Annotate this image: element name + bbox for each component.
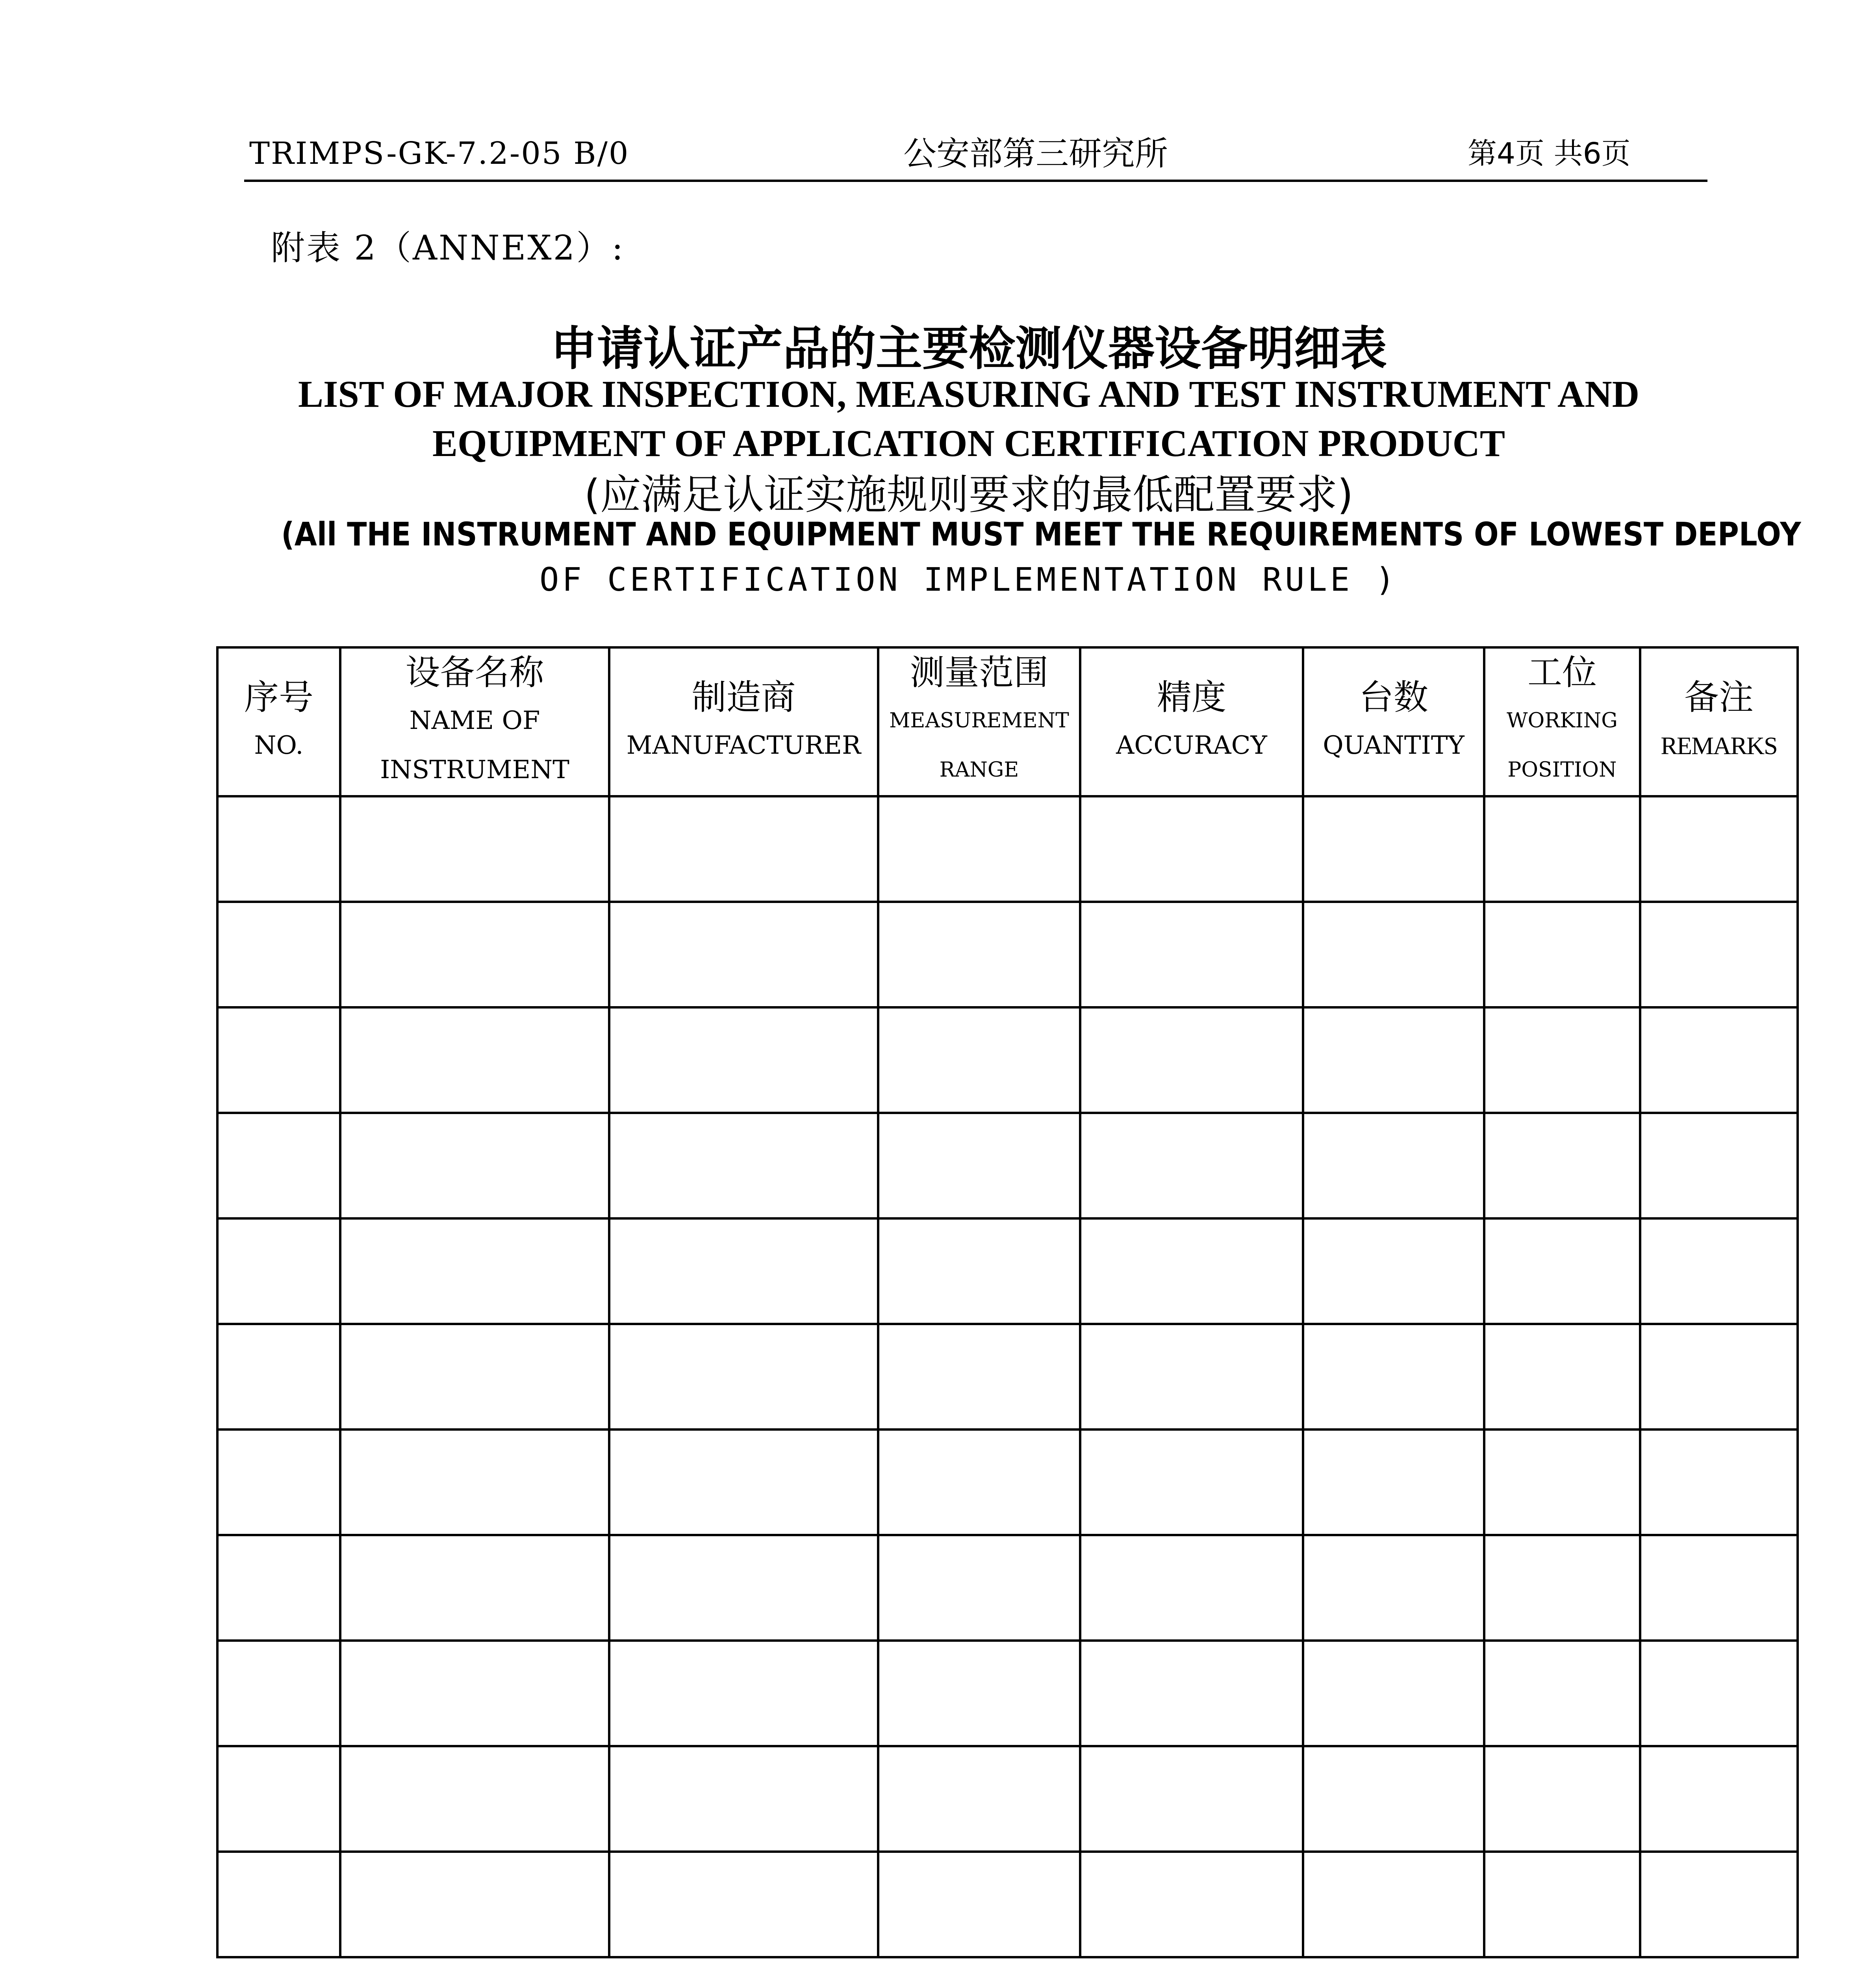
- table-cell[interactable]: [609, 1641, 878, 1746]
- table-cell[interactable]: [1484, 1429, 1640, 1535]
- table-cell[interactable]: [340, 1852, 609, 1957]
- table-cell[interactable]: [217, 796, 340, 902]
- annex-label: 附表 2（ANNEX2）:: [271, 228, 625, 268]
- table-cell[interactable]: [217, 1852, 340, 1957]
- table-cell[interactable]: [609, 1852, 878, 1957]
- table-cell[interactable]: [878, 1429, 1080, 1535]
- column-header-label-en: WORKING POSITION: [1507, 709, 1618, 782]
- table-row: [217, 1007, 1798, 1113]
- table-cell[interactable]: [609, 1429, 878, 1535]
- table-cell[interactable]: [1080, 1324, 1303, 1429]
- table-cell[interactable]: [340, 1113, 609, 1218]
- column-header-no: [217, 647, 340, 796]
- table-cell[interactable]: [1303, 1746, 1484, 1852]
- table-cell[interactable]: [217, 1535, 340, 1641]
- table-cell[interactable]: [609, 1324, 878, 1429]
- column-header-label-en: MANUFACTURER: [626, 730, 861, 760]
- table-cell[interactable]: [1484, 1746, 1640, 1852]
- header-divider: [244, 180, 1707, 182]
- table-row: [217, 902, 1798, 1007]
- table-row: [217, 1113, 1798, 1218]
- table-cell[interactable]: [1640, 1218, 1798, 1324]
- table-cell[interactable]: [609, 1113, 878, 1218]
- table-cell[interactable]: [609, 902, 878, 1007]
- table-cell[interactable]: [1640, 1535, 1798, 1641]
- table-cell[interactable]: [1303, 1007, 1484, 1113]
- table-cell[interactable]: [878, 1113, 1080, 1218]
- table-cell[interactable]: [1484, 902, 1640, 1007]
- table-body: [217, 796, 1798, 1957]
- table-cell[interactable]: [1080, 1852, 1303, 1957]
- table-row: [217, 1746, 1798, 1852]
- subtitle-english-line-2: OF CERTIFICATION IMPLEMENTATION RULE ): [539, 561, 1398, 599]
- table-cell[interactable]: [217, 1324, 340, 1429]
- table-cell[interactable]: [340, 1007, 609, 1113]
- column-header-label-cn: 台数: [1359, 677, 1428, 718]
- column-header-quantity: [1303, 647, 1484, 796]
- table-cell[interactable]: [1640, 1852, 1798, 1957]
- table-cell[interactable]: [1484, 796, 1640, 902]
- table-cell[interactable]: [217, 1218, 340, 1324]
- table-cell[interactable]: [1303, 796, 1484, 902]
- table-cell[interactable]: [1080, 1746, 1303, 1852]
- table-cell[interactable]: [878, 1324, 1080, 1429]
- table-cell[interactable]: [878, 1535, 1080, 1641]
- title-chinese: 申请认证产品的主要检测仪器设备明细表: [550, 321, 1387, 376]
- table-cell[interactable]: [1080, 1641, 1303, 1746]
- column-header-label-en: NAME OF INSTRUMENT: [380, 706, 569, 784]
- table-cell[interactable]: [217, 1113, 340, 1218]
- table-cell[interactable]: [878, 796, 1080, 902]
- subtitle-english-line-1: (All THE INSTRUMENT AND EQUIPMENT MUST MEET THE REQUIREMENTS OF LOWEST DEPLOY: [281, 516, 1801, 553]
- doc-code: TRIMPS-GK-7.2-05 B/0: [249, 136, 630, 171]
- table-row: [217, 1535, 1798, 1641]
- table-cell[interactable]: [878, 1007, 1080, 1113]
- column-header-label-cn: 备注: [1684, 677, 1754, 718]
- table-cell[interactable]: [1484, 1007, 1640, 1113]
- table-cell[interactable]: [1640, 1746, 1798, 1852]
- table-cell[interactable]: [1303, 1852, 1484, 1957]
- table-cell[interactable]: [1640, 1007, 1798, 1113]
- table-cell[interactable]: [217, 1746, 340, 1852]
- table-cell[interactable]: [1080, 1007, 1303, 1113]
- column-header-instrument-name: [340, 647, 609, 796]
- table-cell[interactable]: [878, 1852, 1080, 1957]
- column-header-working-position: [1484, 647, 1640, 796]
- table-cell[interactable]: [1640, 1113, 1798, 1218]
- title-english-line-2: EQUIPMENT OF APPLICATION CERTIFICATION PRODUCT: [432, 422, 1505, 464]
- table-cell[interactable]: [1080, 1218, 1303, 1324]
- page-number: 第4页 共6页: [1468, 137, 1631, 171]
- table-cell[interactable]: [340, 1746, 609, 1852]
- table-cell[interactable]: [1640, 1324, 1798, 1429]
- table-cell[interactable]: [1303, 1535, 1484, 1641]
- column-header-label-en: ACCURACY: [1116, 730, 1267, 760]
- table-row: [217, 1852, 1798, 1957]
- table-cell[interactable]: [1303, 1641, 1484, 1746]
- column-header-label-en: MEASUREMENT RANGE: [889, 709, 1069, 782]
- column-header-label-cn: 制造商: [691, 677, 796, 718]
- table-cell[interactable]: [340, 1641, 609, 1746]
- table-cell[interactable]: [340, 902, 609, 1007]
- subtitle-chinese: (应满足认证实施规则要求的最低配置要求): [584, 471, 1353, 519]
- column-header-remarks: [1640, 647, 1798, 796]
- column-header-label-cn: 精度: [1157, 677, 1226, 718]
- table-cell[interactable]: [340, 1218, 609, 1324]
- table-cell[interactable]: [878, 1218, 1080, 1324]
- column-header-manufacturer: [609, 647, 878, 796]
- table-cell[interactable]: [1080, 796, 1303, 902]
- table-cell[interactable]: [1484, 1218, 1640, 1324]
- table-cell[interactable]: [1640, 796, 1798, 902]
- table-cell[interactable]: [1303, 1429, 1484, 1535]
- column-header-label-cn: 序号: [244, 677, 313, 718]
- table-cell[interactable]: [609, 1218, 878, 1324]
- table-cell[interactable]: [1640, 1429, 1798, 1535]
- column-header-label-en: QUANTITY: [1323, 730, 1464, 760]
- table-cell[interactable]: [217, 1007, 340, 1113]
- equipment-table: [216, 646, 1799, 1958]
- table-cell[interactable]: [1080, 1429, 1303, 1535]
- table-header-row: [217, 647, 1798, 796]
- column-header-label-en: NO.: [254, 730, 304, 760]
- column-header-accuracy: [1080, 647, 1303, 796]
- table-cell[interactable]: [1303, 902, 1484, 1007]
- table-cell[interactable]: [1484, 1113, 1640, 1218]
- column-header-label-cn: 测量范围: [910, 652, 1049, 693]
- table-cell[interactable]: [1080, 1113, 1303, 1218]
- table-cell[interactable]: [1484, 1324, 1640, 1429]
- table-row: [217, 1429, 1798, 1535]
- table-cell[interactable]: [340, 796, 609, 902]
- table-cell[interactable]: [1484, 1852, 1640, 1957]
- table-cell[interactable]: [1303, 1113, 1484, 1218]
- table-cell[interactable]: [878, 902, 1080, 1007]
- organization-name: 公安部第三研究所: [903, 134, 1168, 173]
- table-cell[interactable]: [1303, 1218, 1484, 1324]
- table-cell[interactable]: [1484, 1641, 1640, 1746]
- table-row: [217, 1324, 1798, 1429]
- table-cell[interactable]: [1303, 1324, 1484, 1429]
- table-cell[interactable]: [1640, 1641, 1798, 1746]
- table-row: [217, 796, 1798, 902]
- table-cell[interactable]: [609, 1535, 878, 1641]
- table-row: [217, 1218, 1798, 1324]
- title-english-line-1: LIST OF MAJOR INSPECTION, MEASURING AND TEST INSTRUMENT AND: [298, 373, 1640, 415]
- table-cell[interactable]: [878, 1746, 1080, 1852]
- table-cell[interactable]: [1080, 902, 1303, 1007]
- table-cell[interactable]: [340, 1324, 609, 1429]
- table-cell[interactable]: [1080, 1535, 1303, 1641]
- table-cell[interactable]: [217, 902, 340, 1007]
- table-row: [217, 1641, 1798, 1746]
- table-cell[interactable]: [340, 1535, 609, 1641]
- table-cell[interactable]: [217, 1429, 340, 1535]
- table-cell[interactable]: [878, 1641, 1080, 1746]
- column-header-measurement-range: [878, 647, 1080, 796]
- table-cell[interactable]: [609, 796, 878, 902]
- table-cell[interactable]: [1640, 902, 1798, 1007]
- table-cell[interactable]: [1484, 1535, 1640, 1641]
- column-header-label-cn: 设备名称: [405, 652, 544, 693]
- column-header-label-cn: 工位: [1527, 652, 1597, 693]
- column-header-label-en: REMARKS: [1661, 731, 1777, 760]
- table-cell[interactable]: [340, 1429, 609, 1535]
- table-cell[interactable]: [217, 1641, 340, 1746]
- table-cell[interactable]: [609, 1007, 878, 1113]
- table-cell[interactable]: [609, 1746, 878, 1852]
